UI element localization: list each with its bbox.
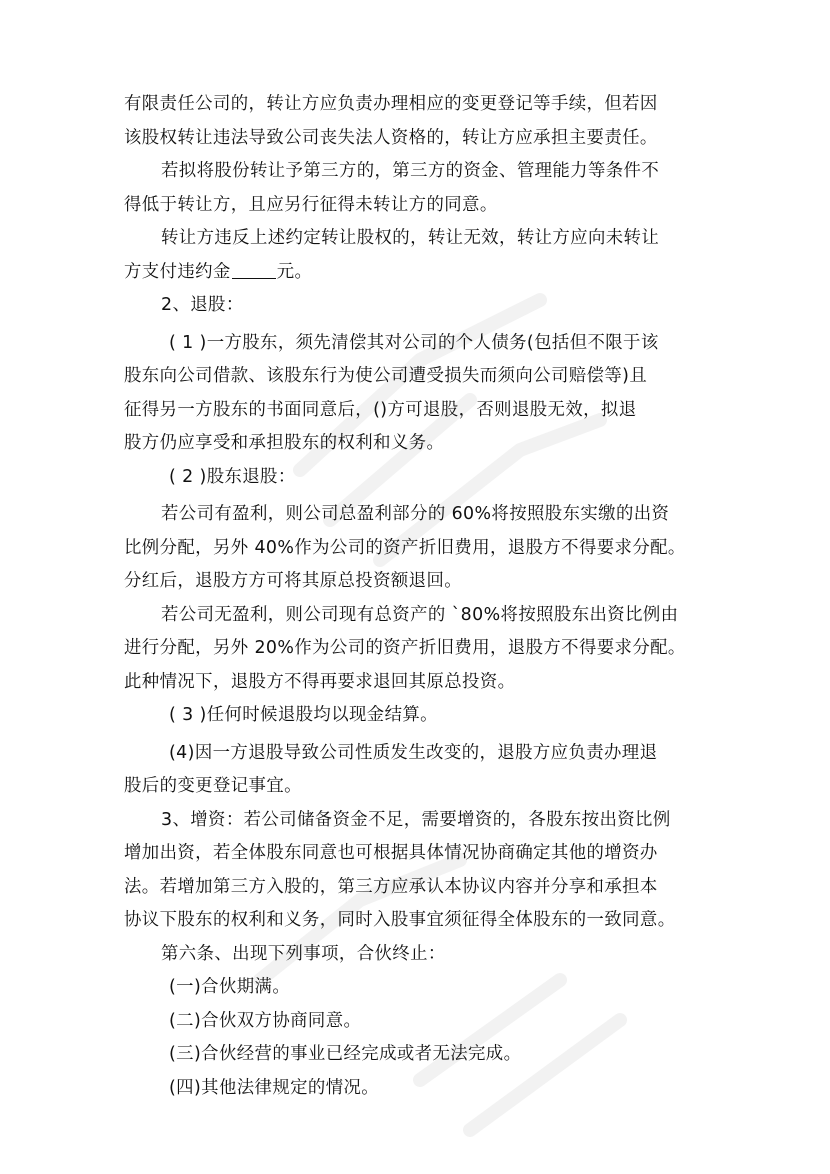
penalty-line xyxy=(124,256,709,290)
text-line: 此种情况下，退股方不得再要求退回其原总投资。 xyxy=(124,671,516,692)
text-line: 法。若增加第三方入股的，第三方应承认本协议内容并分享和承担本 xyxy=(124,876,658,897)
text-line: 股后的变更登记事宜。 xyxy=(124,776,302,796)
text-line: 股东向公司借款、该股东行为使公司遭受损失而须向公司赔偿等)且 xyxy=(124,366,648,386)
text-line: 有限责任公司的，转让方应负责办理相应的变更登记等手续，但若因 xyxy=(124,94,658,114)
paragraph-start: 若拟将股份转让予第三方的，第三方的资金、管理能力等条件不 xyxy=(161,161,660,181)
document-body xyxy=(124,88,709,1105)
text-line: 进行分配，另外 20%作为公司的资产折旧费用，退股方不得要求分配。 xyxy=(124,638,686,658)
text-line: 分红后，退股方方可将其原总投资额退回。 xyxy=(124,571,463,591)
paragraph-start: 若公司无盈利，则公司现有总资产的 `80%将按照股东出资比例由 xyxy=(161,604,679,625)
section-heading: 3、增资：若公司储备资金不足，需要增资的，各股东按出资比例 xyxy=(161,809,671,830)
text-line: 股方仍应享受和承担股东的权利和义务。 xyxy=(124,433,445,453)
penalty-text: 方支付违约金 xyxy=(124,261,231,282)
text-line: 增加出资，若全体股东同意也可根据具体情况协商确定其他的增资办 xyxy=(124,843,658,863)
text-line: 该股权转让违法导致公司丧失法人资格的，转让方应承担主要责任。 xyxy=(124,127,658,148)
text-line: 协议下股东的权利和义务，同时入股事宜须征得全体股东的一致同意。 xyxy=(124,910,676,930)
amount-blank xyxy=(232,260,276,279)
clause-heading: ( 2 )股东退股： xyxy=(169,466,296,487)
text-line: 比例分配，另外 40%作为公司的资产折旧费用，退股方不得要求分配。 xyxy=(124,537,686,558)
text-line: 得低于转让方，且应另行征得未转让方的同意。 xyxy=(124,194,498,215)
clause-heading: ( 3 )任何时候退股均以现金结算。 xyxy=(169,705,438,725)
list-item: (二)合伙双方协商同意。 xyxy=(169,1010,362,1031)
article-heading: 第六条、出现下列事项，合伙终止： xyxy=(161,943,446,964)
clause-heading: (4)因一方退股导致公司性质发生改变的，退股方应负责办理退 xyxy=(169,742,658,763)
currency-unit: 元。 xyxy=(276,261,313,282)
list-item: (三)合伙经营的事业已经完成或者无法完成。 xyxy=(169,1044,522,1064)
paragraph-start: 转让方违反上述约定转让股权的，转让无效，转让方应向未转让 xyxy=(161,228,660,248)
section-heading: 2、退股： xyxy=(161,295,244,315)
clause-heading: ( 1 )一方股东，须先清偿其对公司的个人债务(包括但不限于该 xyxy=(169,332,659,353)
paragraph-start: 若公司有盈利，则公司总盈利部分的 60%将按照股东实缴的出资 xyxy=(161,504,670,524)
list-item: (四)其他法律规定的情况。 xyxy=(169,1077,380,1098)
list-item: (一)合伙期满。 xyxy=(169,977,291,997)
text-line: 征得另一方股东的书面同意后，()方可退股，否则退股无效，拟退 xyxy=(124,399,637,420)
